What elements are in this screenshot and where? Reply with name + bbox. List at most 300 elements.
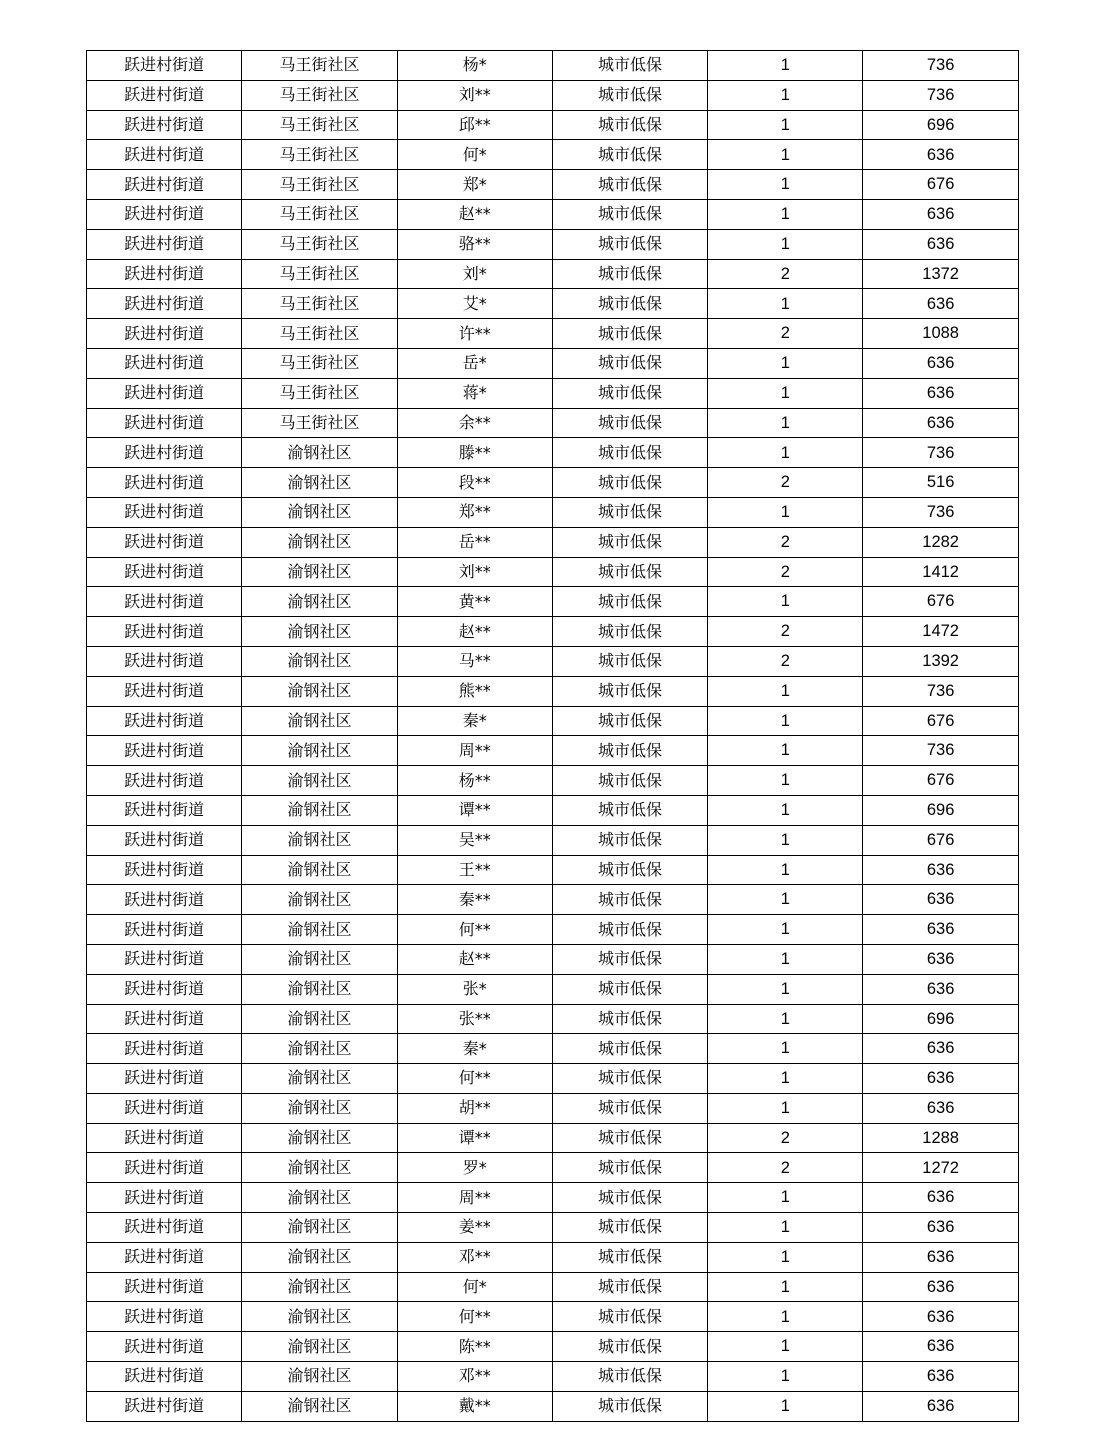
assistance-type-cell: 城市低保 (552, 140, 707, 170)
name-cell: 黄** (397, 587, 552, 617)
street-cell: 跃进村街道 (87, 617, 242, 647)
community-cell: 马王街社区 (242, 348, 397, 378)
street-cell: 跃进村街道 (87, 1302, 242, 1332)
household-size-cell: 2 (708, 557, 863, 587)
household-size-cell: 2 (708, 527, 863, 557)
household-size-cell: 2 (708, 1123, 863, 1153)
name-cell: 郑* (397, 170, 552, 200)
name-cell: 岳** (397, 527, 552, 557)
community-cell: 渝钢社区 (242, 587, 397, 617)
household-size-cell: 1 (708, 1242, 863, 1272)
assistance-type-cell: 城市低保 (552, 229, 707, 259)
household-size-cell: 1 (708, 80, 863, 110)
assistance-type-cell: 城市低保 (552, 289, 707, 319)
household-size-cell: 1 (708, 408, 863, 438)
table-row (87, 1004, 1019, 1034)
street-cell: 跃进村街道 (87, 378, 242, 408)
name-cell: 周** (397, 736, 552, 766)
name-cell: 陈** (397, 1332, 552, 1362)
household-size-cell: 2 (708, 646, 863, 676)
community-cell: 渝钢社区 (242, 736, 397, 766)
table-row (87, 259, 1019, 289)
name-cell: 何** (397, 1302, 552, 1332)
community-cell: 马王街社区 (242, 408, 397, 438)
assistance-type-cell: 城市低保 (552, 408, 707, 438)
name-cell: 郑** (397, 497, 552, 527)
street-cell: 跃进村街道 (87, 1093, 242, 1123)
street-cell: 跃进村街道 (87, 289, 242, 319)
table-row (87, 1391, 1019, 1421)
amount-cell: 1288 (863, 1123, 1018, 1153)
community-cell: 渝钢社区 (242, 557, 397, 587)
amount-cell: 516 (863, 468, 1018, 498)
community-cell: 渝钢社区 (242, 1183, 397, 1213)
assistance-type-cell: 城市低保 (552, 646, 707, 676)
assistance-type-cell: 城市低保 (552, 1034, 707, 1064)
table-row (87, 825, 1019, 855)
street-cell: 跃进村街道 (87, 1123, 242, 1153)
household-size-cell: 2 (708, 259, 863, 289)
community-cell: 渝钢社区 (242, 646, 397, 676)
community-cell: 渝钢社区 (242, 438, 397, 468)
name-cell: 邱** (397, 110, 552, 140)
name-cell: 刘** (397, 557, 552, 587)
table-row (87, 378, 1019, 408)
street-cell: 跃进村街道 (87, 170, 242, 200)
street-cell: 跃进村街道 (87, 1183, 242, 1213)
street-cell: 跃进村街道 (87, 974, 242, 1004)
table-row (87, 319, 1019, 349)
amount-cell: 1472 (863, 617, 1018, 647)
household-size-cell: 2 (708, 468, 863, 498)
name-cell: 邓** (397, 1242, 552, 1272)
community-cell: 渝钢社区 (242, 468, 397, 498)
assistance-type-cell: 城市低保 (552, 825, 707, 855)
household-size-cell: 1 (708, 855, 863, 885)
table-row (87, 1362, 1019, 1392)
amount-cell: 1282 (863, 527, 1018, 557)
community-cell: 渝钢社区 (242, 915, 397, 945)
name-cell: 段** (397, 468, 552, 498)
name-cell: 许** (397, 319, 552, 349)
name-cell: 赵** (397, 944, 552, 974)
community-cell: 渝钢社区 (242, 497, 397, 527)
street-cell: 跃进村街道 (87, 348, 242, 378)
assistance-type-cell: 城市低保 (552, 1272, 707, 1302)
assistance-type-cell: 城市低保 (552, 1362, 707, 1392)
street-cell: 跃进村街道 (87, 557, 242, 587)
name-cell: 余** (397, 408, 552, 438)
amount-cell: 636 (863, 1302, 1018, 1332)
community-cell: 马王街社区 (242, 259, 397, 289)
amount-cell: 636 (863, 140, 1018, 170)
table-row (87, 80, 1019, 110)
name-cell: 戴** (397, 1391, 552, 1421)
assistance-type-cell: 城市低保 (552, 944, 707, 974)
household-size-cell: 1 (708, 229, 863, 259)
community-cell: 渝钢社区 (242, 617, 397, 647)
assistance-type-cell: 城市低保 (552, 915, 707, 945)
household-size-cell: 1 (708, 885, 863, 915)
name-cell: 刘* (397, 259, 552, 289)
assistance-type-cell: 城市低保 (552, 706, 707, 736)
household-size-cell: 1 (708, 1362, 863, 1392)
name-cell: 熊** (397, 676, 552, 706)
street-cell: 跃进村街道 (87, 259, 242, 289)
street-cell: 跃进村街道 (87, 199, 242, 229)
household-size-cell: 1 (708, 289, 863, 319)
assistance-type-cell: 城市低保 (552, 676, 707, 706)
community-cell: 马王街社区 (242, 170, 397, 200)
street-cell: 跃进村街道 (87, 1004, 242, 1034)
table-row (87, 1153, 1019, 1183)
table-row (87, 1123, 1019, 1153)
household-size-cell: 1 (708, 378, 863, 408)
household-size-cell: 1 (708, 497, 863, 527)
community-cell: 渝钢社区 (242, 706, 397, 736)
table-row (87, 646, 1019, 676)
table-row (87, 736, 1019, 766)
table-row (87, 51, 1019, 81)
community-cell: 渝钢社区 (242, 1004, 397, 1034)
street-cell: 跃进村街道 (87, 855, 242, 885)
household-size-cell: 1 (708, 766, 863, 796)
amount-cell: 736 (863, 438, 1018, 468)
street-cell: 跃进村街道 (87, 80, 242, 110)
amount-cell: 636 (863, 348, 1018, 378)
household-size-cell: 1 (708, 1183, 863, 1213)
table-row (87, 617, 1019, 647)
amount-cell: 636 (863, 885, 1018, 915)
amount-cell: 636 (863, 855, 1018, 885)
community-cell: 马王街社区 (242, 140, 397, 170)
assistance-type-cell: 城市低保 (552, 736, 707, 766)
community-cell: 马王街社区 (242, 199, 397, 229)
name-cell: 赵** (397, 199, 552, 229)
household-size-cell: 1 (708, 1302, 863, 1332)
amount-cell: 736 (863, 676, 1018, 706)
amount-cell: 636 (863, 944, 1018, 974)
name-cell: 周** (397, 1183, 552, 1213)
household-size-cell: 2 (708, 617, 863, 647)
community-cell: 渝钢社区 (242, 766, 397, 796)
amount-cell: 636 (863, 1332, 1018, 1362)
assistance-type-cell: 城市低保 (552, 170, 707, 200)
household-size-cell: 1 (708, 795, 863, 825)
community-cell: 渝钢社区 (242, 795, 397, 825)
community-cell: 渝钢社区 (242, 1362, 397, 1392)
name-cell: 艾* (397, 289, 552, 319)
table-row (87, 855, 1019, 885)
street-cell: 跃进村街道 (87, 587, 242, 617)
amount-cell: 696 (863, 110, 1018, 140)
amount-cell: 636 (863, 199, 1018, 229)
assistance-type-cell: 城市低保 (552, 1004, 707, 1034)
table-row (87, 170, 1019, 200)
name-cell: 秦* (397, 1034, 552, 1064)
amount-cell: 636 (863, 229, 1018, 259)
assistance-type-cell: 城市低保 (552, 468, 707, 498)
household-size-cell: 1 (708, 1213, 863, 1243)
street-cell: 跃进村街道 (87, 468, 242, 498)
amount-cell: 676 (863, 766, 1018, 796)
amount-cell: 636 (863, 1093, 1018, 1123)
community-cell: 马王街社区 (242, 80, 397, 110)
amount-cell: 1392 (863, 646, 1018, 676)
assistance-type-cell: 城市低保 (552, 110, 707, 140)
community-cell: 渝钢社区 (242, 855, 397, 885)
assistance-type-cell: 城市低保 (552, 1064, 707, 1094)
household-size-cell: 1 (708, 1004, 863, 1034)
assistance-type-cell: 城市低保 (552, 527, 707, 557)
household-size-cell: 1 (708, 736, 863, 766)
name-cell: 滕** (397, 438, 552, 468)
table-row (87, 587, 1019, 617)
table-row (87, 766, 1019, 796)
community-cell: 渝钢社区 (242, 974, 397, 1004)
assistance-type-cell: 城市低保 (552, 319, 707, 349)
name-cell: 邓** (397, 1362, 552, 1392)
amount-cell: 1272 (863, 1153, 1018, 1183)
name-cell: 何** (397, 915, 552, 945)
amount-cell: 636 (863, 1034, 1018, 1064)
street-cell: 跃进村街道 (87, 229, 242, 259)
street-cell: 跃进村街道 (87, 795, 242, 825)
household-size-cell: 1 (708, 1332, 863, 1362)
name-cell: 何* (397, 140, 552, 170)
household-size-cell: 1 (708, 170, 863, 200)
table-row (87, 497, 1019, 527)
amount-cell: 636 (863, 1213, 1018, 1243)
household-size-cell: 2 (708, 319, 863, 349)
name-cell: 张* (397, 974, 552, 1004)
table-row (87, 1332, 1019, 1362)
assistance-type-cell: 城市低保 (552, 557, 707, 587)
table-row (87, 408, 1019, 438)
household-size-cell: 1 (708, 587, 863, 617)
amount-cell: 1412 (863, 557, 1018, 587)
amount-cell: 736 (863, 80, 1018, 110)
community-cell: 渝钢社区 (242, 885, 397, 915)
name-cell: 蒋* (397, 378, 552, 408)
name-cell: 骆** (397, 229, 552, 259)
assistance-type-cell: 城市低保 (552, 974, 707, 1004)
street-cell: 跃进村街道 (87, 1213, 242, 1243)
community-cell: 马王街社区 (242, 378, 397, 408)
household-size-cell: 2 (708, 1153, 863, 1183)
community-cell: 马王街社区 (242, 319, 397, 349)
community-cell: 渝钢社区 (242, 1123, 397, 1153)
amount-cell: 696 (863, 1004, 1018, 1034)
amount-cell: 636 (863, 1183, 1018, 1213)
assistance-type-cell: 城市低保 (552, 885, 707, 915)
amount-cell: 736 (863, 736, 1018, 766)
street-cell: 跃进村街道 (87, 51, 242, 81)
table-row (87, 199, 1019, 229)
amount-cell: 676 (863, 170, 1018, 200)
community-cell: 渝钢社区 (242, 1034, 397, 1064)
community-cell: 渝钢社区 (242, 1272, 397, 1302)
community-cell: 渝钢社区 (242, 1242, 397, 1272)
household-size-cell: 1 (708, 915, 863, 945)
street-cell: 跃进村街道 (87, 1153, 242, 1183)
community-cell: 渝钢社区 (242, 944, 397, 974)
name-cell: 秦** (397, 885, 552, 915)
street-cell: 跃进村街道 (87, 1034, 242, 1064)
name-cell: 王** (397, 855, 552, 885)
street-cell: 跃进村街道 (87, 1272, 242, 1302)
household-size-cell: 1 (708, 110, 863, 140)
amount-cell: 696 (863, 795, 1018, 825)
table-row (87, 974, 1019, 1004)
street-cell: 跃进村街道 (87, 736, 242, 766)
street-cell: 跃进村街道 (87, 110, 242, 140)
table-row (87, 229, 1019, 259)
household-size-cell: 1 (708, 1272, 863, 1302)
street-cell: 跃进村街道 (87, 527, 242, 557)
table-row (87, 527, 1019, 557)
table-row (87, 1272, 1019, 1302)
name-cell: 岳* (397, 348, 552, 378)
street-cell: 跃进村街道 (87, 944, 242, 974)
assistance-type-cell: 城市低保 (552, 438, 707, 468)
table-row (87, 1064, 1019, 1094)
community-cell: 马王街社区 (242, 289, 397, 319)
household-size-cell: 1 (708, 1034, 863, 1064)
street-cell: 跃进村街道 (87, 706, 242, 736)
amount-cell: 636 (863, 378, 1018, 408)
assistance-roster-table (86, 50, 1019, 1422)
table-row (87, 795, 1019, 825)
assistance-type-cell: 城市低保 (552, 795, 707, 825)
name-cell: 马** (397, 646, 552, 676)
table-row (87, 468, 1019, 498)
household-size-cell: 1 (708, 1064, 863, 1094)
table-row (87, 1093, 1019, 1123)
name-cell: 罗* (397, 1153, 552, 1183)
name-cell: 秦* (397, 706, 552, 736)
table-row (87, 885, 1019, 915)
household-size-cell: 1 (708, 706, 863, 736)
table-row (87, 1183, 1019, 1213)
name-cell: 姜** (397, 1213, 552, 1243)
table-row (87, 1034, 1019, 1064)
household-size-cell: 1 (708, 348, 863, 378)
street-cell: 跃进村街道 (87, 1362, 242, 1392)
community-cell: 渝钢社区 (242, 825, 397, 855)
name-cell: 吴** (397, 825, 552, 855)
assistance-type-cell: 城市低保 (552, 497, 707, 527)
street-cell: 跃进村街道 (87, 646, 242, 676)
household-size-cell: 1 (708, 944, 863, 974)
amount-cell: 1088 (863, 319, 1018, 349)
community-cell: 马王街社区 (242, 229, 397, 259)
name-cell: 谭** (397, 1123, 552, 1153)
assistance-type-cell: 城市低保 (552, 587, 707, 617)
table-row (87, 706, 1019, 736)
community-cell: 渝钢社区 (242, 1153, 397, 1183)
assistance-type-cell: 城市低保 (552, 766, 707, 796)
community-cell: 马王街社区 (242, 110, 397, 140)
table-row (87, 1213, 1019, 1243)
community-cell: 马王街社区 (242, 51, 397, 81)
name-cell: 杨* (397, 51, 552, 81)
amount-cell: 636 (863, 289, 1018, 319)
amount-cell: 736 (863, 51, 1018, 81)
street-cell: 跃进村街道 (87, 319, 242, 349)
household-size-cell: 1 (708, 974, 863, 1004)
street-cell: 跃进村街道 (87, 1064, 242, 1094)
amount-cell: 636 (863, 1362, 1018, 1392)
street-cell: 跃进村街道 (87, 140, 242, 170)
household-size-cell: 1 (708, 676, 863, 706)
name-cell: 胡** (397, 1093, 552, 1123)
household-size-cell: 1 (708, 1093, 863, 1123)
name-cell: 何** (397, 1064, 552, 1094)
table-row (87, 944, 1019, 974)
amount-cell: 676 (863, 587, 1018, 617)
amount-cell: 636 (863, 974, 1018, 1004)
amount-cell: 636 (863, 1272, 1018, 1302)
name-cell: 刘** (397, 80, 552, 110)
assistance-type-cell: 城市低保 (552, 1093, 707, 1123)
assistance-type-cell: 城市低保 (552, 348, 707, 378)
amount-cell: 636 (863, 1391, 1018, 1421)
roster-table-body (87, 51, 1019, 1422)
amount-cell: 676 (863, 825, 1018, 855)
street-cell: 跃进村街道 (87, 766, 242, 796)
assistance-type-cell: 城市低保 (552, 259, 707, 289)
assistance-type-cell: 城市低保 (552, 1242, 707, 1272)
community-cell: 渝钢社区 (242, 1302, 397, 1332)
name-cell: 何* (397, 1272, 552, 1302)
community-cell: 渝钢社区 (242, 1064, 397, 1094)
assistance-type-cell: 城市低保 (552, 51, 707, 81)
community-cell: 渝钢社区 (242, 1093, 397, 1123)
assistance-type-cell: 城市低保 (552, 1213, 707, 1243)
community-cell: 渝钢社区 (242, 1391, 397, 1421)
table-row (87, 557, 1019, 587)
amount-cell: 636 (863, 1064, 1018, 1094)
assistance-type-cell: 城市低保 (552, 1183, 707, 1213)
household-size-cell: 1 (708, 199, 863, 229)
street-cell: 跃进村街道 (87, 408, 242, 438)
table-row (87, 438, 1019, 468)
household-size-cell: 1 (708, 51, 863, 81)
assistance-type-cell: 城市低保 (552, 1302, 707, 1332)
table-row (87, 348, 1019, 378)
assistance-type-cell: 城市低保 (552, 80, 707, 110)
amount-cell: 636 (863, 408, 1018, 438)
street-cell: 跃进村街道 (87, 676, 242, 706)
street-cell: 跃进村街道 (87, 1391, 242, 1421)
table-row (87, 110, 1019, 140)
name-cell: 赵** (397, 617, 552, 647)
community-cell: 渝钢社区 (242, 527, 397, 557)
table-row (87, 1242, 1019, 1272)
assistance-type-cell: 城市低保 (552, 1153, 707, 1183)
street-cell: 跃进村街道 (87, 1332, 242, 1362)
community-cell: 渝钢社区 (242, 676, 397, 706)
assistance-type-cell: 城市低保 (552, 617, 707, 647)
amount-cell: 736 (863, 497, 1018, 527)
household-size-cell: 1 (708, 140, 863, 170)
assistance-type-cell: 城市低保 (552, 378, 707, 408)
street-cell: 跃进村街道 (87, 438, 242, 468)
amount-cell: 1372 (863, 259, 1018, 289)
name-cell: 谭** (397, 795, 552, 825)
amount-cell: 636 (863, 915, 1018, 945)
